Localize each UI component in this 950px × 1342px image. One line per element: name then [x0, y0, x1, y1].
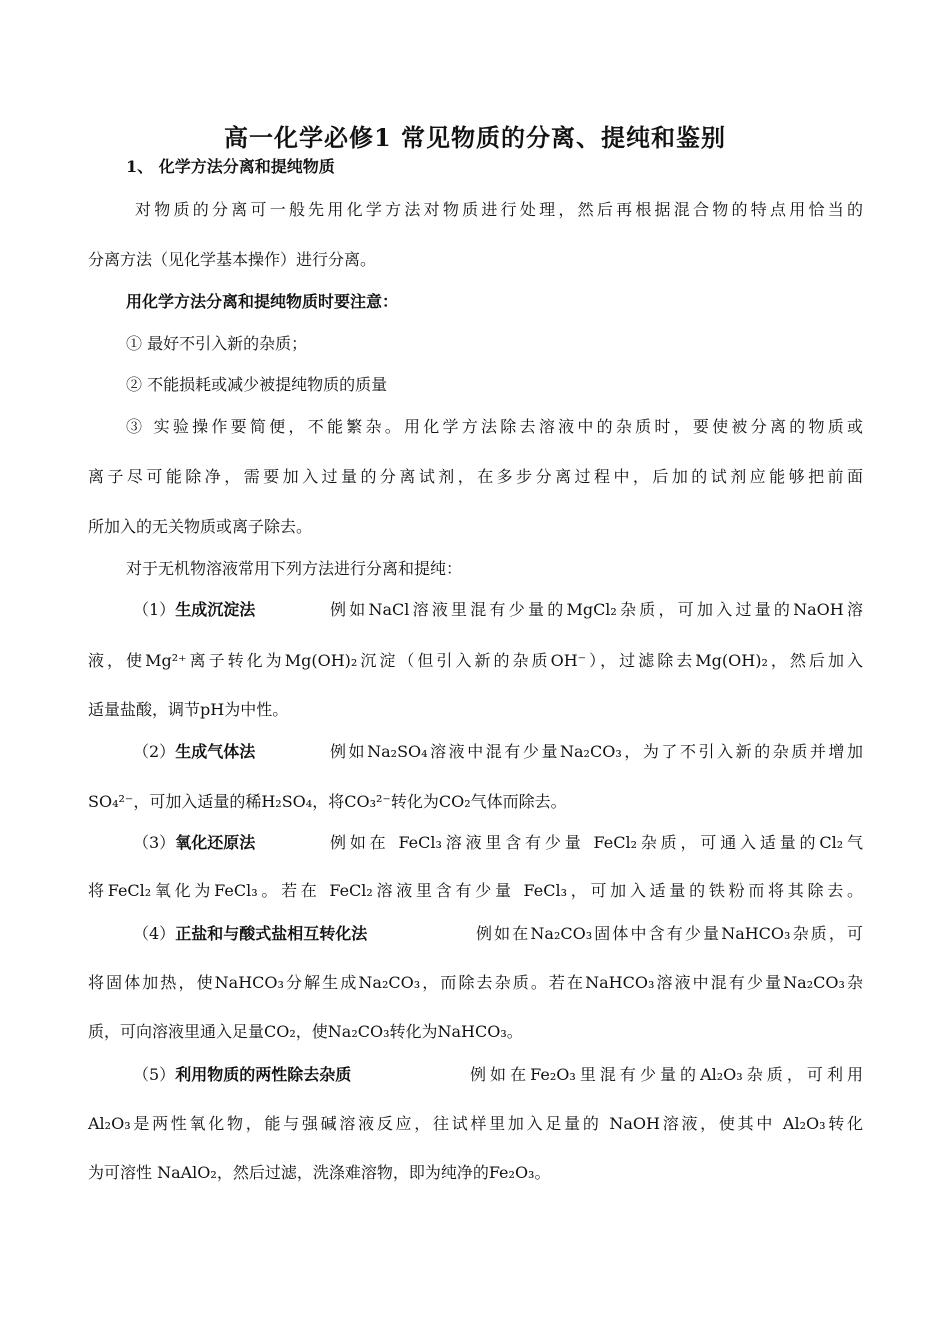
method-2-line: 例如Na₂SO₄溶液中混有少量Na₂CO₃，为了不引入新的杂质并增加	[330, 742, 863, 761]
method-number: （4）	[133, 924, 176, 943]
method-number: （1）	[133, 600, 176, 619]
note-continuation: 所加入的无关物质或离子除去。	[88, 517, 313, 536]
method-name: 利用物质的两性除去杂质	[175, 1065, 352, 1084]
page-title: 高一化学必修1 常见物质的分离、提纯和鉴别	[223, 123, 727, 152]
method-number: （3）	[133, 833, 176, 852]
method-number: （5）	[133, 1065, 176, 1084]
methods-intro: 对于无机物溶液常用下列方法进行分离和提纯：	[126, 559, 463, 578]
method-2-line: SO₄²⁻，可加入适量的稀H₂SO₄，将CO₃²⁻转化为CO₂气体而除去。	[88, 792, 567, 811]
notice-heading: 用化学方法分离和提纯物质时要注意：	[126, 292, 399, 311]
method-name: 正盐和与酸式盐相互转化法	[175, 924, 368, 943]
method-number: （2）	[133, 742, 176, 761]
method-5-line: 为可溶性 NaAlO₂，然后过滤，洗涤难溶物，即为纯净的Fe₂O₃。	[88, 1163, 551, 1182]
method-1-line: 液，使Mg²⁺离子转化为Mg(OH)₂沉淀（但引入新的杂质OH⁻），过滤除去Mg(OH)₂，然后加入	[88, 651, 863, 670]
method-name: 氧化还原法	[175, 833, 256, 852]
intro-line-1: 对物质的分离可一般先用化学方法对物质进行处理，然后再根据混合物的特点用恰当的	[135, 200, 863, 219]
method-3-line: 例如在 FeCl₃溶液里含有少量 FeCl₂杂质，可通入适量的Cl₂气	[330, 833, 863, 852]
method-4-line: 例如在Na₂CO₃固体中含有少量NaHCO₃杂质，可	[476, 924, 863, 943]
section-heading: 1、 化学方法分离和提纯物质	[126, 157, 335, 176]
note-item: ③ 实验操作要简便，不能繁杂。用化学方法除去溶液中的杂质时，要使被分离的物质或	[126, 417, 863, 436]
method-4-line: 将固体加热，使NaHCO₃分解生成Na₂CO₃，而除去杂质。若在NaHCO₃溶液中混有少量Na₂CO₃杂	[88, 973, 863, 992]
method-5-line: Al₂O₃是两性氧化物，能与强碱溶液反应，往试样里加入足量的 NaOH溶液，使其中 Al₂O₃转化	[88, 1114, 863, 1133]
method-1-line: 适量盐酸，调节pH为中性。	[88, 700, 289, 719]
intro-line-2: 分离方法（见化学基本操作）进行分离。	[88, 250, 377, 269]
method-3-line: 将FeCl₂氧化为FeCl₃。若在 FeCl₂溶液里含有少量 FeCl₃，可加入适量的铁粉而将其除去。	[88, 881, 863, 900]
method-4-line: 质，可向溶液里通入足量CO₂，使Na₂CO₃转化为NaHCO₃。	[88, 1022, 523, 1041]
method-1-line: 例如NaCl溶液里混有少量的MgCl₂杂质，可加入过量的NaOH溶	[330, 600, 863, 619]
note-item: ② 不能损耗或减少被提纯物质的质量	[126, 375, 388, 394]
note-continuation: 离子尽可能除净，需要加入过量的分离试剂，在多步分离过程中，后加的试剂应能够把前面	[88, 467, 863, 486]
method-name: 生成沉淀法	[175, 600, 256, 619]
method-5-line: 例如在Fe₂O₃里混有少量的Al₂O₃杂质，可利用	[470, 1065, 863, 1084]
note-item: ① 最好不引入新的杂质；	[126, 334, 308, 353]
method-name: 生成气体法	[175, 742, 256, 761]
